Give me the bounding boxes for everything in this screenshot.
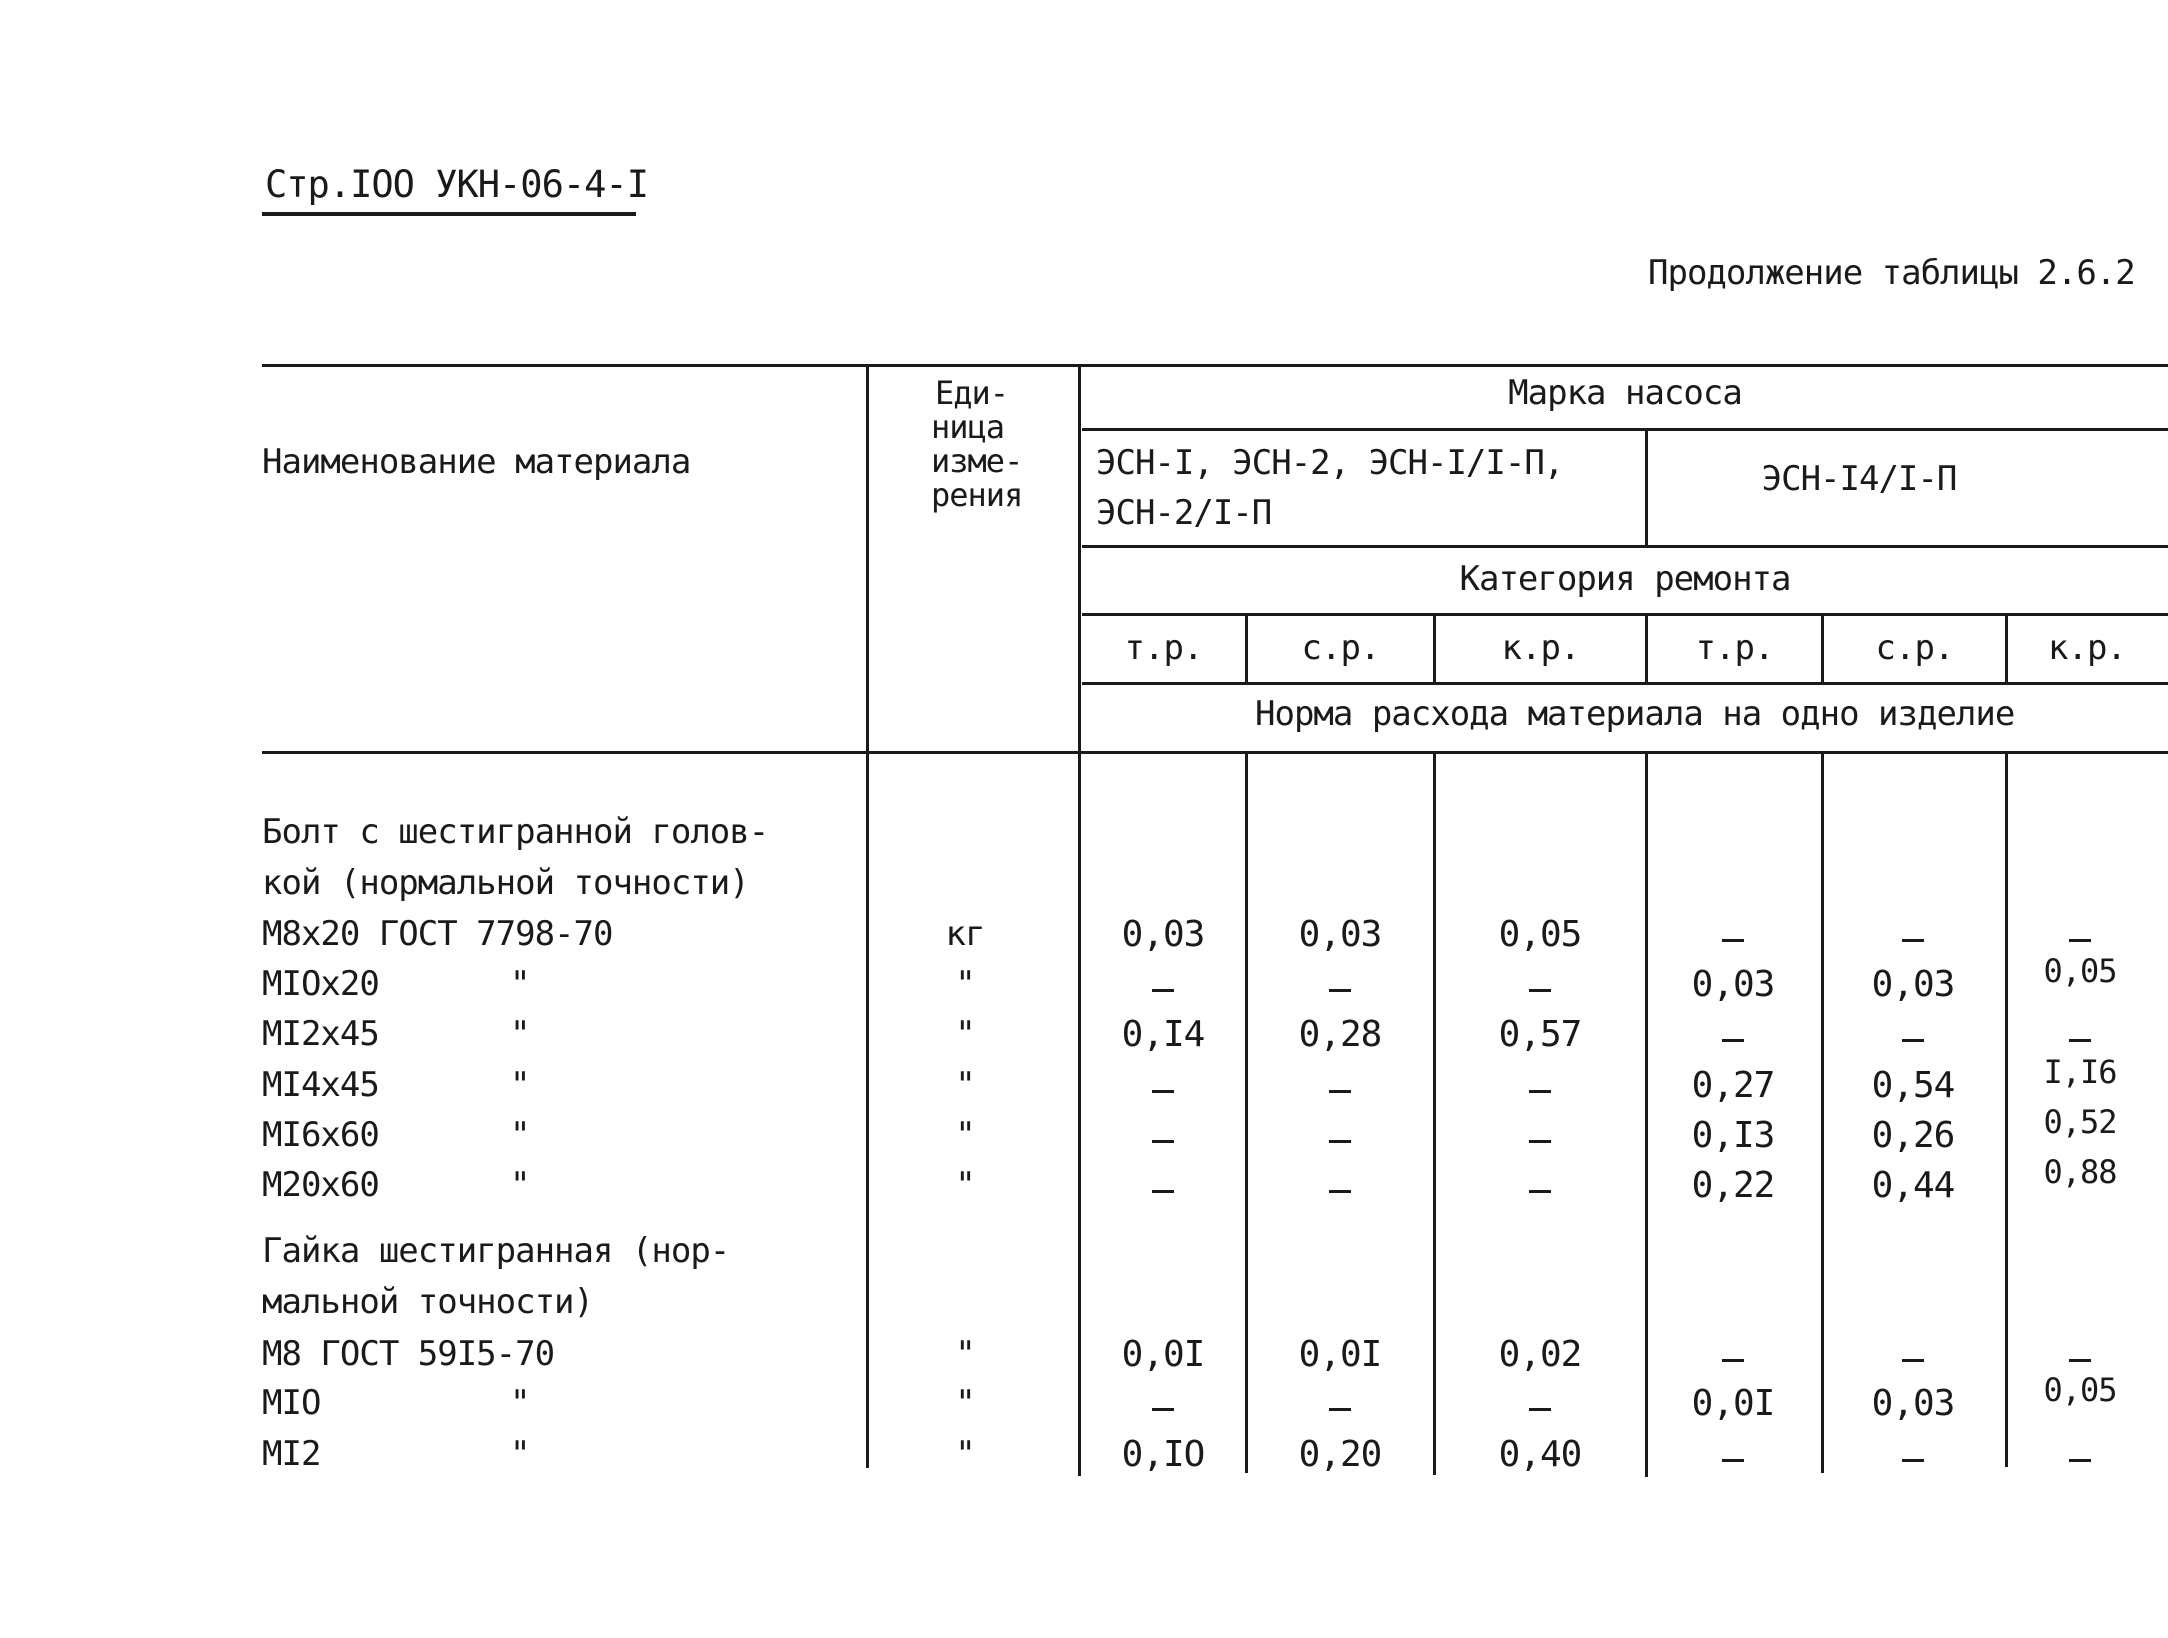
header-col-6: к.р. bbox=[2048, 628, 2126, 668]
row-unit: " bbox=[955, 1165, 975, 1205]
cell-value: 0,05 bbox=[2043, 1371, 2117, 1409]
cell-value bbox=[1902, 1039, 1924, 1042]
cell-value: 0,40 bbox=[1498, 1434, 1582, 1475]
header-col-2: с.р. bbox=[1301, 628, 1380, 668]
table-continuation-label: Продолжение таблицы 2.6.2 bbox=[1648, 253, 2135, 293]
cell-value: 0,20 bbox=[1298, 1434, 1382, 1475]
cell-value: 0,05 bbox=[2043, 952, 2117, 990]
cell-value: 0,27 bbox=[1691, 1065, 1775, 1106]
cell-value bbox=[1152, 1408, 1174, 1411]
cell-value: 0,03 bbox=[1871, 1383, 1955, 1424]
header-norm: Норма расхода материала на одно изделие bbox=[1255, 694, 2015, 734]
section-bolt-title-line-1: Болт с шестигранной голов- bbox=[262, 812, 769, 852]
cell-value: 0,03 bbox=[1121, 914, 1205, 955]
row-ditto-mark: " bbox=[510, 1165, 530, 1205]
cell-value: 0,0I bbox=[1121, 1334, 1205, 1375]
header-unit-line-3: изме- bbox=[931, 442, 1023, 480]
row-unit: " bbox=[955, 1383, 975, 1423]
cell-value: 0,I4 bbox=[1121, 1014, 1205, 1055]
row-material-name: М8 ГОСТ 59I5-70 bbox=[262, 1334, 555, 1374]
cell-value bbox=[1329, 1090, 1351, 1093]
cell-value bbox=[2069, 1459, 2091, 1462]
cell-value: 0,03 bbox=[1691, 964, 1775, 1005]
cell-value: 0,0I bbox=[1691, 1383, 1775, 1424]
row-material-name: МIО bbox=[262, 1383, 321, 1423]
cell-value: 0,57 bbox=[1498, 1014, 1582, 1055]
cell-value bbox=[1722, 1359, 1744, 1362]
cell-value bbox=[2069, 939, 2091, 942]
header-group1-line-2: ЭСН-2/I-П bbox=[1096, 493, 1272, 533]
cell-value bbox=[1722, 939, 1744, 942]
row-unit: " bbox=[955, 1434, 975, 1474]
header-col-3: к.р. bbox=[1501, 628, 1580, 668]
cell-value: 0,0I bbox=[1298, 1334, 1382, 1375]
row-material-name: МI4х45 bbox=[262, 1065, 379, 1105]
cell-value: 0,52 bbox=[2043, 1103, 2117, 1141]
header-group1-line-1: ЭСН-I, ЭСН-2, ЭСН-I/I-П, bbox=[1096, 443, 1564, 483]
cell-value: 0,05 bbox=[1498, 914, 1582, 955]
cell-value: 0,44 bbox=[1871, 1165, 1955, 1206]
cell-value: I,I6 bbox=[2043, 1053, 2117, 1091]
header-col-4: т.р. bbox=[1695, 628, 1774, 668]
header-unit-line-2: ница bbox=[931, 408, 1005, 446]
cell-value bbox=[1529, 1190, 1551, 1193]
page-reference: Стр.IOO УКН-06-4-I bbox=[265, 163, 648, 206]
cell-value: 0,88 bbox=[2043, 1153, 2117, 1191]
row-ditto-mark: " bbox=[510, 1434, 530, 1474]
cell-value: 0,26 bbox=[1871, 1115, 1955, 1156]
row-unit: " bbox=[955, 1014, 975, 1054]
row-material-name: МI2 bbox=[262, 1434, 321, 1474]
cell-value bbox=[1902, 939, 1924, 942]
cell-value: 0,I3 bbox=[1691, 1115, 1775, 1156]
cell-value bbox=[1722, 1039, 1744, 1042]
row-unit: " bbox=[955, 1334, 975, 1374]
cell-value: 0,IО bbox=[1121, 1434, 1205, 1475]
header-pump-brand: Марка насоса bbox=[1508, 373, 1742, 413]
row-material-name: М8х20 ГОСТ 7798-70 bbox=[262, 914, 613, 954]
header-unit-line-1: Еди- bbox=[935, 374, 1009, 412]
row-ditto-mark: " bbox=[510, 1383, 530, 1423]
cell-value: 0,02 bbox=[1498, 1334, 1582, 1375]
cell-value bbox=[1329, 1190, 1351, 1193]
header-group2: ЭСН-I4/I-П bbox=[1761, 459, 1957, 499]
cell-value bbox=[1529, 1408, 1551, 1411]
cell-value bbox=[1329, 1140, 1351, 1143]
row-material-name: МI6х60 bbox=[262, 1115, 379, 1155]
cell-value: 0,22 bbox=[1691, 1165, 1775, 1206]
row-ditto-mark: " bbox=[510, 1065, 530, 1105]
row-unit: " bbox=[955, 964, 975, 1004]
cell-value bbox=[2069, 1039, 2091, 1042]
cell-value bbox=[2069, 1359, 2091, 1362]
cell-value bbox=[1152, 1140, 1174, 1143]
header-col-5: с.р. bbox=[1875, 628, 1954, 668]
cell-value bbox=[1529, 1140, 1551, 1143]
section-nut-title-line-1: Гайка шестигранная (нор- bbox=[262, 1231, 730, 1271]
cell-value bbox=[1329, 989, 1351, 992]
row-ditto-mark: " bbox=[510, 964, 530, 1004]
row-material-name: МI2х45 bbox=[262, 1014, 379, 1054]
row-unit: " bbox=[955, 1115, 975, 1155]
header-material-name: Наименование материала bbox=[262, 442, 691, 482]
cell-value: 0,54 bbox=[1871, 1065, 1955, 1106]
section-nut-title-line-2: мальной точности) bbox=[262, 1282, 593, 1322]
cell-value: 0,03 bbox=[1298, 914, 1382, 955]
cell-value bbox=[1152, 1090, 1174, 1093]
cell-value bbox=[1529, 1090, 1551, 1093]
page-reference-underline bbox=[262, 212, 636, 216]
row-material-name: М20х60 bbox=[262, 1165, 379, 1205]
row-ditto-mark: " bbox=[510, 1014, 530, 1054]
cell-value: 0,03 bbox=[1871, 964, 1955, 1005]
cell-value bbox=[1902, 1359, 1924, 1362]
cell-value bbox=[1902, 1459, 1924, 1462]
cell-value bbox=[1152, 1190, 1174, 1193]
row-unit: " bbox=[955, 1065, 975, 1105]
cell-value bbox=[1529, 989, 1551, 992]
row-material-name: МIОх20 bbox=[262, 964, 379, 1004]
cell-value: 0,28 bbox=[1298, 1014, 1382, 1055]
cell-value bbox=[1329, 1408, 1351, 1411]
cell-value bbox=[1722, 1459, 1744, 1462]
row-unit: кг bbox=[945, 914, 985, 954]
header-unit-line-4: рения bbox=[931, 476, 1023, 514]
header-col-1: т.р. bbox=[1124, 628, 1203, 668]
cell-value bbox=[1152, 989, 1174, 992]
row-ditto-mark: " bbox=[510, 1115, 530, 1155]
header-repair-category: Категория ремонта bbox=[1459, 559, 1791, 599]
section-bolt-title-line-2: кой (нормальной точности) bbox=[262, 863, 749, 903]
